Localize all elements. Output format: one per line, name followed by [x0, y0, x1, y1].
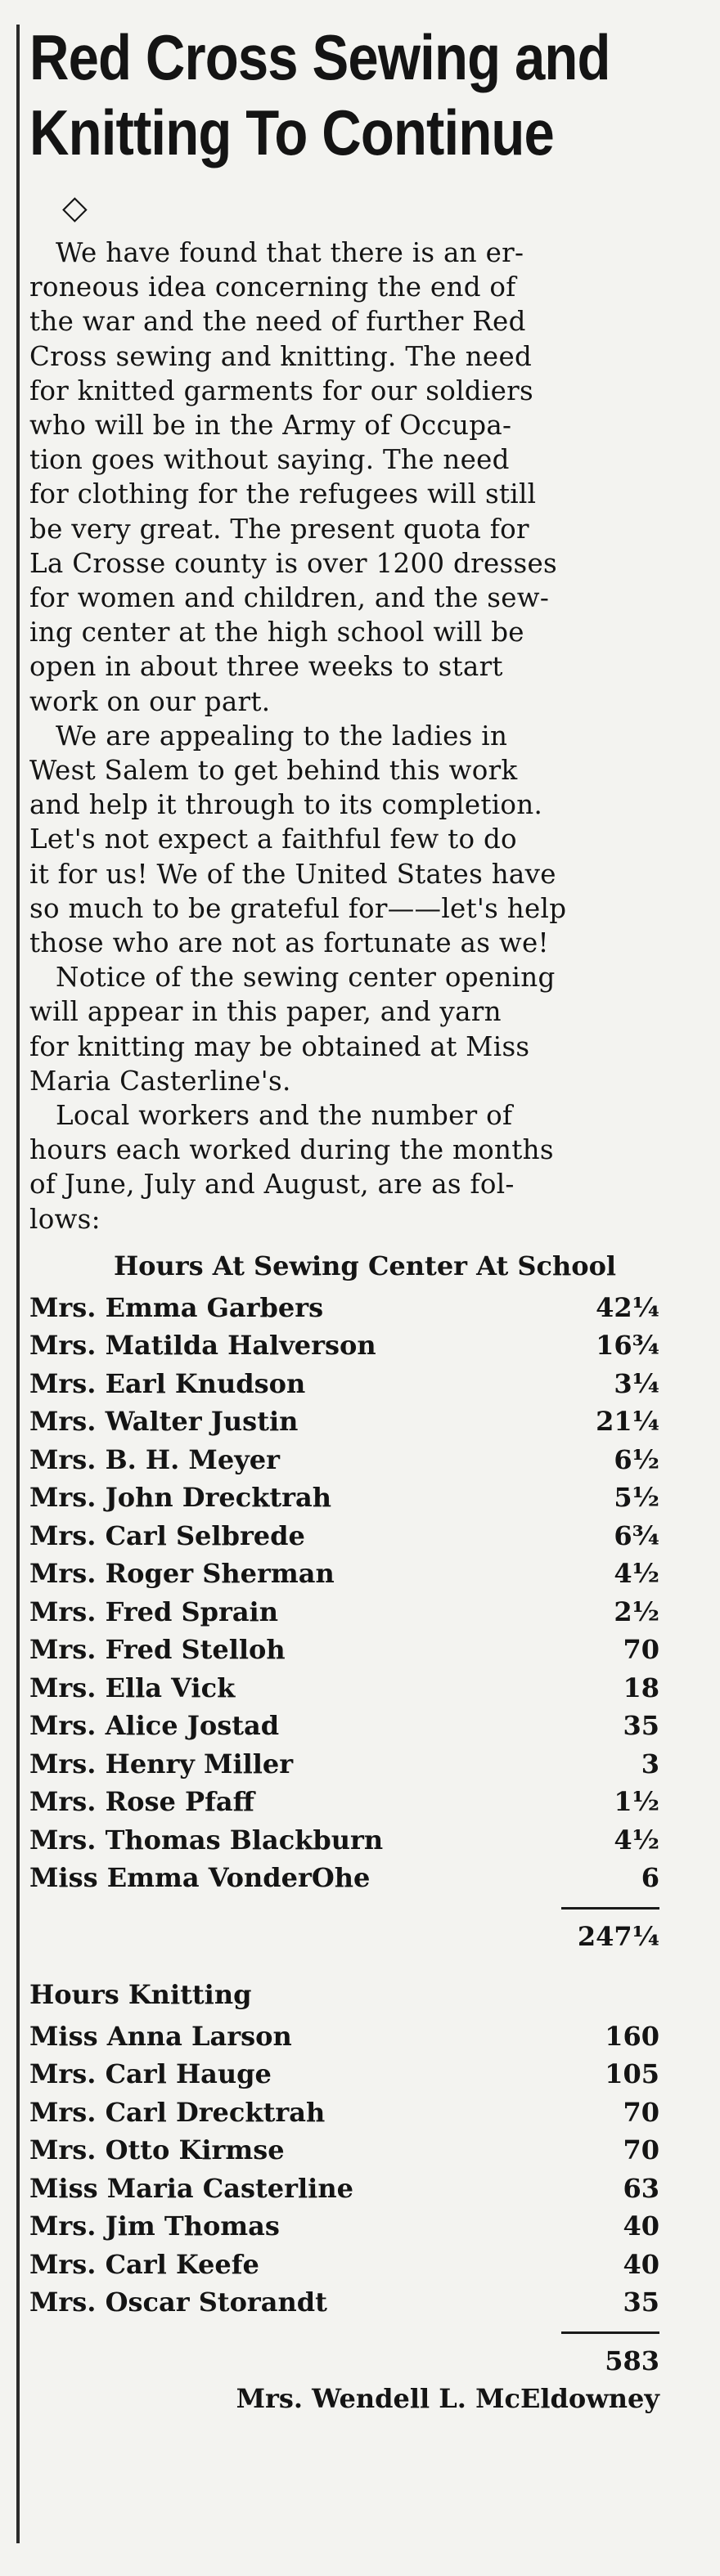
list-item — [29, 1821, 684, 1860]
list-item — [29, 1441, 684, 1479]
worker-name: Mrs. Otto Kirmse — [29, 2134, 285, 2166]
worker-name: Miss Maria Casterline — [29, 2172, 353, 2204]
list-item — [29, 1631, 684, 1669]
worker-hours: 40 — [623, 2210, 659, 2242]
sewing-total: 247¼ — [577, 1920, 659, 1952]
worker-hours: 2½ — [614, 1595, 659, 1627]
knitting-heading: Hours Knitting — [29, 1978, 252, 2010]
list-item — [29, 1479, 684, 1517]
list-item — [29, 1669, 684, 1708]
worker-name: Miss Emma VonderOhe — [29, 1862, 371, 1894]
list-item — [29, 1326, 684, 1365]
column-rule — [16, 25, 20, 2543]
worker-name: Mrs. B. H. Meyer — [29, 1443, 281, 1475]
list-item — [29, 1707, 684, 1745]
worker-name: Mrs. Carl Drecktrah — [29, 2096, 326, 2128]
worker-name: Mrs. Carl Hauge — [29, 2058, 272, 2090]
worker-hours: 35 — [623, 2287, 659, 2318]
headline: Red Cross Sewing and Knitting To Continue — [29, 21, 610, 168]
list-item — [29, 1517, 684, 1555]
worker-hours: 70 — [623, 2096, 659, 2128]
worker-hours: 42¼ — [596, 1291, 659, 1323]
worker-name: Miss Anna Larson — [29, 2020, 292, 2052]
list-item — [29, 2207, 684, 2246]
list-item — [29, 1859, 684, 1897]
worker-hours: 6¾ — [614, 1519, 659, 1551]
knitting-total: 583 — [605, 2345, 659, 2376]
diamond-ornament-icon: ◇ — [62, 189, 88, 227]
worker-name: Mrs. Thomas Blackburn — [29, 1824, 384, 1856]
list-item — [29, 1783, 684, 1821]
worker-name: Mrs. Henry Miller — [29, 1748, 294, 1779]
worker-hours: 40 — [623, 2248, 659, 2280]
worker-hours: 21¼ — [596, 1406, 659, 1438]
worker-hours: 70 — [623, 1634, 659, 1666]
worker-name: Mrs. Alice Jostad — [29, 1710, 280, 1742]
list-item — [29, 2094, 684, 2132]
list-item — [29, 1745, 684, 1784]
worker-name: Mrs. Fred Stelloh — [29, 1634, 286, 1666]
list-item — [29, 2283, 684, 2322]
worker-hours: 70 — [623, 2134, 659, 2166]
knitting-sum-rule — [561, 2331, 659, 2334]
worker-hours: 16¾ — [596, 1330, 659, 1362]
worker-hours: 35 — [623, 1710, 659, 1742]
list-item — [29, 2017, 684, 2056]
list-item — [29, 2246, 684, 2284]
worker-hours: 3 — [641, 1748, 659, 1779]
worker-name: Mrs. Emma Garbers — [29, 1291, 324, 1323]
list-item — [29, 1402, 684, 1441]
worker-name: Mrs. Jim Thomas — [29, 2210, 280, 2242]
list-item — [29, 1593, 684, 1631]
worker-hours: 6 — [641, 1862, 659, 1894]
worker-hours: 160 — [605, 2020, 659, 2052]
knitting-list — [29, 2017, 684, 2322]
worker-name: Mrs. John Drecktrah — [29, 1482, 331, 1514]
worker-name: Mrs. Ella Vick — [29, 1672, 236, 1703]
list-item — [29, 1365, 684, 1403]
worker-hours: 5½ — [614, 1482, 659, 1514]
worker-name: Mrs. Carl Keefe — [29, 2248, 259, 2280]
list-item — [29, 2131, 684, 2170]
worker-name: Mrs. Carl Selbrede — [29, 1519, 305, 1551]
worker-name: Mrs. Roger Sherman — [29, 1558, 335, 1590]
sewing-sum-rule — [561, 1907, 659, 1910]
list-item — [29, 1289, 684, 1327]
worker-hours: 4½ — [614, 1558, 659, 1590]
worker-hours: 105 — [605, 2058, 659, 2090]
list-item — [29, 2170, 684, 2208]
list-item — [29, 2055, 684, 2094]
worker-name: Mrs. Oscar Storandt — [29, 2287, 327, 2318]
paragraph-4: Local workers and the number of hours each worked during the months of June, July and August, are as fol- lows: — [29, 1100, 554, 1235]
paragraph-1: We have found that there is an er- roneous idea concerning the end of the war and the need of further Red Cross sewing and knitting. The need for knitted garments for our soldiers who will be in the Army of Occupa- tion goes without saying. The need for clothing for the refugees will still be very great. The present quota for La Crosse county is over 1200 dresses for women and children, and the sew- ing center at the high school will be open in about three weeks to start work on our part. — [29, 237, 557, 717]
worker-hours: 63 — [623, 2172, 659, 2204]
paragraph-3: Notice of the sewing center opening will appear in this paper, and yarn for knitting may be obtained at Miss Maria Casterline's. — [29, 962, 556, 1097]
worker-name: Mrs. Matilda Halverson — [29, 1330, 376, 1362]
signature: Mrs. Wendell L. McEldowney — [236, 2382, 659, 2414]
sewing-list — [29, 1289, 684, 1897]
worker-name: Mrs. Earl Knudson — [29, 1367, 306, 1399]
worker-name: Mrs. Rose Pfaff — [29, 1786, 254, 1818]
worker-hours: 18 — [623, 1672, 659, 1703]
worker-hours: 1½ — [614, 1786, 659, 1818]
worker-name: Mrs. Walter Justin — [29, 1406, 299, 1438]
article — [29, 20, 684, 2417]
worker-hours: 6½ — [614, 1443, 659, 1475]
list-item — [29, 1555, 684, 1593]
worker-name: Mrs. Fred Sprain — [29, 1595, 278, 1627]
worker-hours: 4½ — [614, 1824, 659, 1856]
worker-hours: 3¼ — [614, 1367, 659, 1399]
paragraph-2: We are appealing to the ladies in West Salem to get behind this work and help it through to its completion. Let's not expect a faithful few to do it for us! We of the United States have so much to be grateful for——let's help those who are not as fortunate as we! — [29, 720, 567, 959]
sewing-heading: Hours At Sewing Center At School — [113, 1250, 617, 1281]
